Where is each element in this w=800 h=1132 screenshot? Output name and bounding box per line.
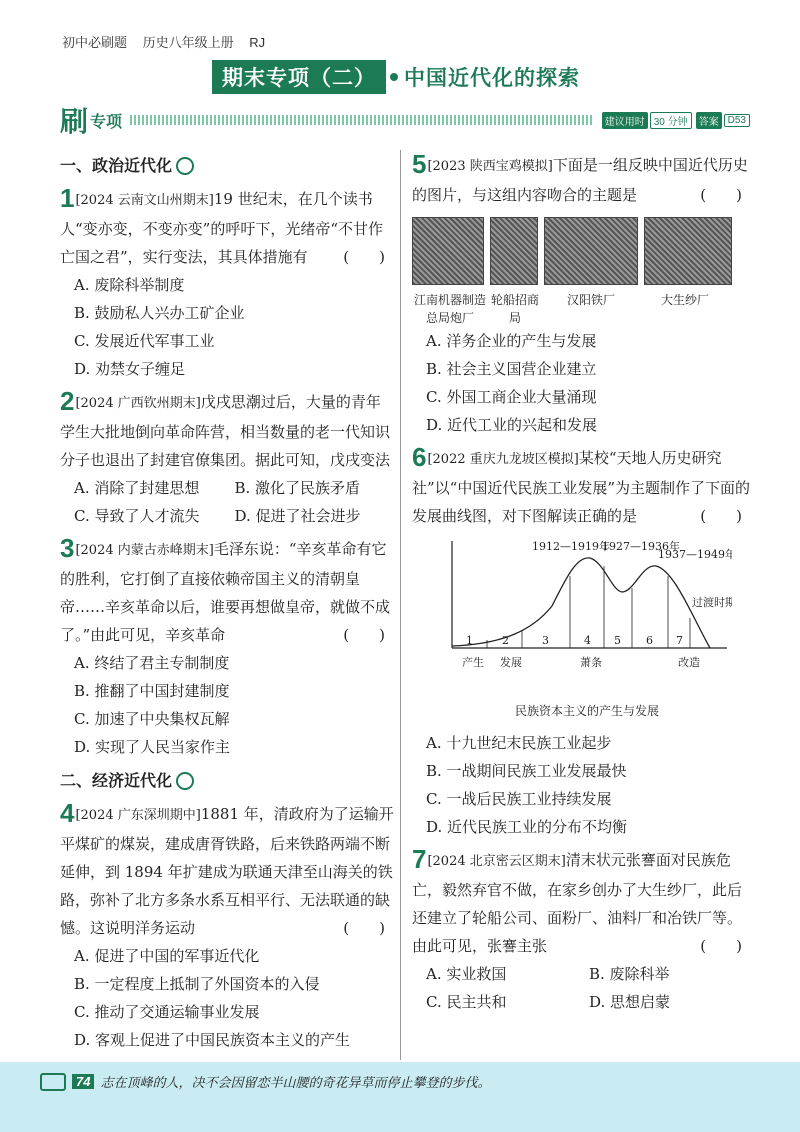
answer-blank[interactable]: ( ): [343, 248, 385, 266]
period-1912: 1912—1919年: [532, 540, 610, 553]
option-c: C. 加速了中央集权瓦解: [74, 710, 230, 728]
seg-2: 2: [502, 634, 509, 647]
seg-1: 1: [466, 634, 473, 647]
option-b: B. 鼓励私人兴办工矿企业: [74, 304, 245, 322]
seg-7: 7: [676, 634, 683, 647]
option-b: B. 一战期间民族工业发展最快: [426, 762, 627, 780]
option-c: C. 民主共和: [426, 993, 507, 1011]
stage-fazhan: 发展: [500, 656, 522, 669]
question-source: [2024 云南文山州期末]: [75, 193, 214, 208]
right-column: [412, 150, 752, 1020]
option-d: D. 近代民族工业的分布不均衡: [426, 818, 628, 836]
question-number: 3: [60, 533, 75, 563]
title-left: 期末专项（二）: [212, 60, 386, 94]
option-d: D. 思想启蒙: [589, 993, 671, 1011]
section-header: [60, 105, 750, 138]
footer-motto: 志在顶峰的人，决不会因留恋半山腰的奇花异草而停止攀登的步伐。: [100, 1076, 491, 1091]
question-number: 2: [60, 386, 75, 416]
options-row: [60, 474, 395, 502]
stage-xiaotiao: 萧条: [580, 656, 602, 669]
seg-6: 6: [646, 634, 653, 647]
options-row: [412, 988, 752, 1016]
question-source: [2024 内蒙古赤峰期末]: [75, 543, 214, 558]
option-c: C. 导致了人才流失: [74, 507, 200, 525]
caption-2: 轮船招商局: [490, 293, 539, 325]
question-text: 清末状元张謇面对民族危亡，毅然弃官不做，在家乡创办了大生纱厂，此后还建立了轮船公司、面粉厂、油料厂和冶铁厂等。由此可见，张謇主张: [412, 851, 743, 955]
seg-4: 4: [584, 634, 591, 647]
title-right: 中国近代化的探索: [404, 66, 580, 90]
left-column: [60, 150, 395, 1058]
answer-label: 答案: [696, 112, 722, 129]
section-title: 一、政治近代化: [60, 152, 395, 180]
option-b: B. 废除科举: [589, 965, 670, 983]
answer-blank[interactable]: ( ): [700, 937, 742, 955]
option-c: C. 一战后民族工业持续发展: [426, 790, 612, 808]
curve-chart: [442, 536, 732, 686]
caption-1: 江南机器制造总局炮厂: [413, 293, 486, 325]
option-c: C. 推动了交通运输事业发展: [74, 1003, 260, 1021]
brush-label: 刷: [60, 105, 89, 138]
footer: [40, 1072, 490, 1091]
brush-sub-label: 专项: [90, 111, 123, 131]
photo-row: [412, 217, 752, 285]
option-c: C. 外国工商企业大量涌现: [426, 388, 597, 406]
question-4: [60, 799, 395, 1054]
option-b: B. 推翻了中国封建制度: [74, 682, 230, 700]
curve-line: [452, 558, 710, 648]
title-dot-icon: [390, 73, 398, 81]
time-label: 建议用时: [602, 112, 648, 129]
option-a: A. 洋务企业的产生与发展: [426, 332, 597, 350]
question-number: 4: [60, 798, 75, 828]
book-name: 初中必刷题: [62, 35, 128, 50]
question-6: [412, 443, 752, 841]
caption-3: 汉阳铁厂: [566, 293, 615, 307]
option-b: B. 社会主义国营企业建立: [426, 360, 597, 378]
question-3: [60, 534, 395, 761]
answer-blank[interactable]: ( ): [700, 507, 742, 525]
page-number: 74: [72, 1074, 94, 1089]
option-a: A. 消除了封建思想: [74, 479, 200, 497]
photo-hanyang: [544, 217, 638, 285]
dotted-divider: [130, 115, 594, 125]
seg-5: 5: [614, 634, 621, 647]
question-source: [2023 陕西宝鸡模拟]: [427, 159, 553, 174]
question-text: 毛泽东说：“辛亥革命有它的胜利，它打倒了直接依赖帝国主义的清朝皇帝……辛亥革命以后，谁要再想做皇帝，就做不成了。”由此可见，辛亥革命: [60, 540, 391, 644]
period-1937: 1937—1949年: [658, 548, 732, 561]
stage-labels: [462, 655, 700, 669]
option-a: A. 终结了君主专制制度: [74, 654, 230, 672]
caption-4: 大生纱厂: [660, 293, 709, 307]
period-transition: 过渡时期: [692, 596, 732, 609]
photo-lunchuan: [490, 217, 538, 285]
question-number: 7: [412, 844, 427, 874]
question-5: [412, 150, 752, 439]
option-d: D. 近代工业的兴起和发展: [426, 416, 598, 434]
question-2: [60, 387, 395, 530]
question-source: [2024 北京密云区期末]: [427, 854, 566, 869]
seg-3: 3: [542, 634, 549, 647]
question-7: [412, 845, 752, 1016]
target-icon: [176, 772, 194, 790]
book-info: [62, 32, 277, 51]
option-d: D. 客观上促进了中国民族资本主义的产生: [74, 1031, 351, 1049]
stage-gaizao: 改造: [678, 656, 700, 669]
column-divider: [400, 150, 401, 1060]
option-a: A. 实业救国: [426, 965, 507, 983]
options-row: [412, 960, 752, 988]
question-text: 某校“天地人历史研究社”以“中国近代民族工业发展”为主题制作了下面的发展曲线图，对下图解读正确的是: [412, 449, 751, 525]
answer-blank[interactable]: ( ): [343, 919, 385, 937]
question-text: 下面是一组反映中国近代历史的图片，与这组内容吻合的主题是: [412, 156, 748, 204]
option-a: A. 十九世纪末民族工业起步: [426, 734, 612, 752]
option-b: B. 激化了民族矛盾: [234, 479, 361, 497]
edition: RJ: [249, 35, 266, 50]
period-1927: 1927—1936年: [602, 540, 680, 553]
time-box: [602, 112, 750, 129]
option-d: D. 劝禁女子缠足: [74, 360, 186, 378]
question-number: 1: [60, 183, 75, 213]
page-title: [212, 60, 580, 94]
answer-page: D53: [724, 114, 750, 127]
question-text: 1881 年，清政府为了运输开平煤矿的煤炭，建成唐胥铁路，后来铁路两端不断延伸，到 1894 年扩建成为联通天津至山海关的铁路，弥补了北方多条水系互相平行、无法联通的缺憾。这说明洋务运动: [60, 805, 394, 937]
question-1: [60, 184, 395, 383]
question-source: [2024 广西钦州期末]: [75, 396, 201, 411]
photo-jiangnan: [412, 217, 484, 285]
question-text: 19 世纪末，在几个读书人“变亦变，不变亦变”的呼吁下，光绪帝“不甘作亡国之君”，实行变法，其具体措施有: [60, 190, 384, 266]
development-chart: [442, 536, 732, 725]
answer-blank[interactable]: ( ): [700, 186, 742, 204]
option-d: D. 实现了人民当家作主: [74, 738, 231, 756]
options-row: [60, 502, 395, 530]
photo-dasheng: [644, 217, 732, 285]
section-title: 二、经济近代化: [60, 767, 395, 795]
question-text: 戊戌思潮过后，大量的青年学生大批地倒向革命阵营，相当数量的老一代知识分子也退出了封建官僚集团。据此可知，戊戌变法: [60, 393, 391, 469]
question-source: [2024 广东深圳期中]: [75, 808, 201, 823]
chart-caption: 民族资本主义的产生与发展: [514, 704, 659, 718]
subject-name: 历史八年级上册: [142, 35, 234, 50]
question-number: 5: [412, 149, 427, 179]
segment-labels: [466, 634, 683, 647]
question-source: [2022 重庆九龙坡区模拟]: [427, 452, 579, 467]
question-number: 6: [412, 442, 427, 472]
stage-chansheng: 产生: [462, 656, 484, 669]
option-d: D. 促进了社会进步: [234, 507, 361, 525]
answer-blank[interactable]: ( ): [343, 626, 385, 644]
cart-icon: [40, 1073, 66, 1091]
time-value: 30 分钟: [650, 112, 692, 129]
option-a: A. 促进了中国的军事近代化: [74, 947, 260, 965]
option-c: C. 发展近代军事工业: [74, 332, 215, 350]
option-b: B. 一定程度上抵制了外国资本的入侵: [74, 975, 320, 993]
option-a: A. 废除科举制度: [74, 276, 185, 294]
target-icon: [176, 157, 194, 175]
photo-captions: [412, 291, 752, 327]
